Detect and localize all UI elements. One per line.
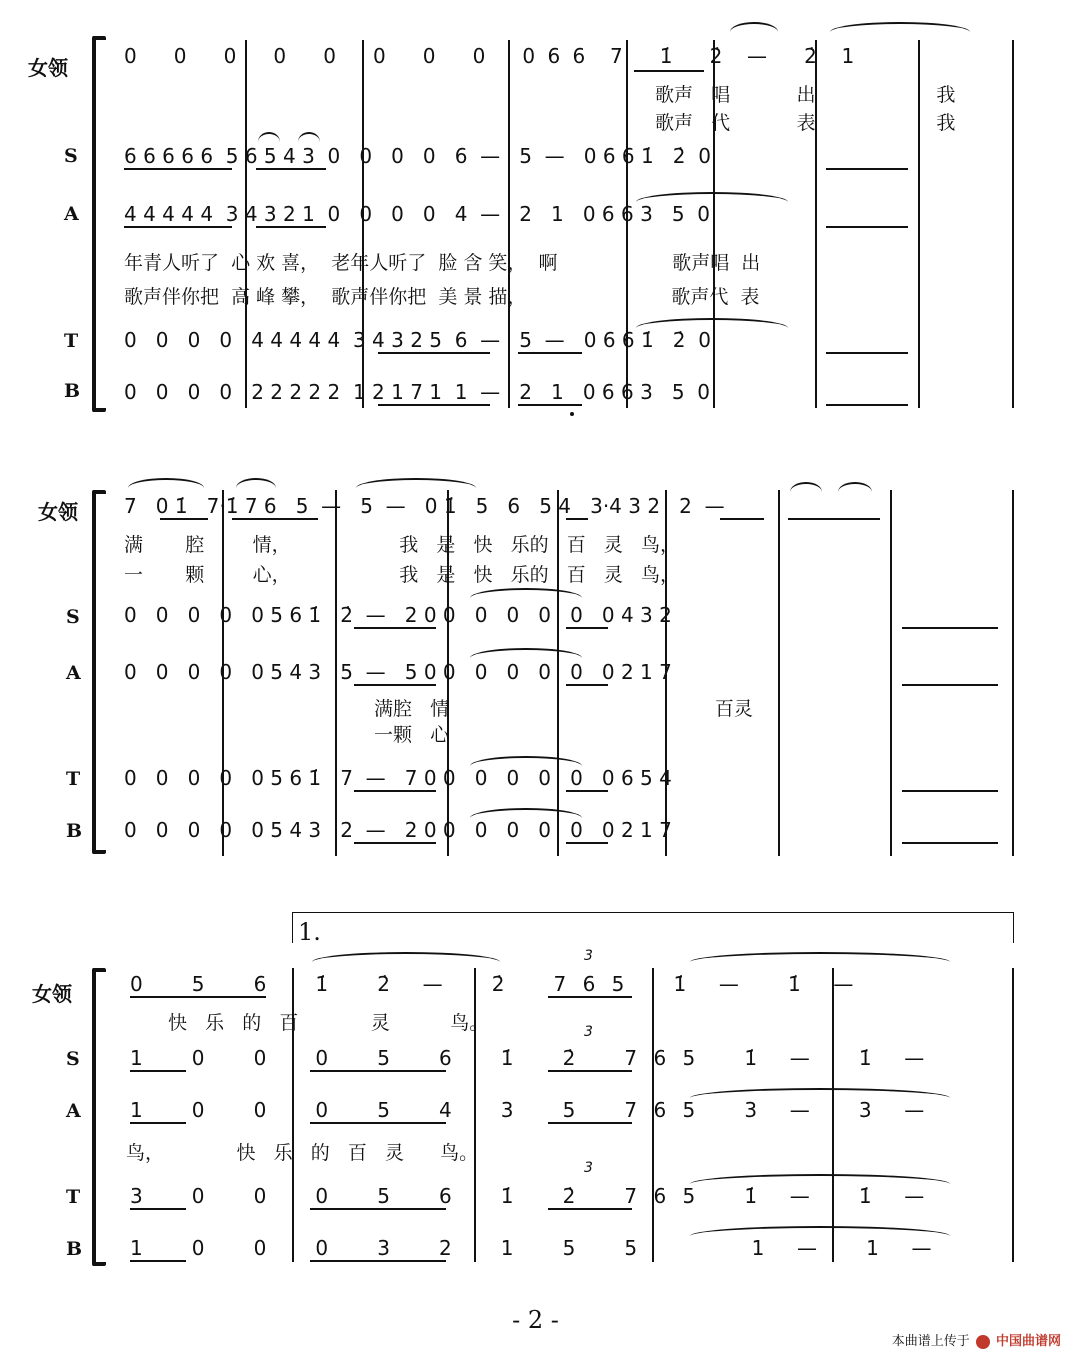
beam bbox=[826, 168, 908, 170]
beam bbox=[354, 842, 436, 844]
alto-notes: 1 0 0 0 5 4 3 5 7 6 5 3 — 3 — bbox=[130, 1098, 925, 1122]
slur bbox=[790, 482, 822, 492]
barline bbox=[1012, 490, 1014, 856]
beam bbox=[720, 518, 764, 520]
alto-lyric-1: 年青人听了 心 欢 喜， 老年人听了 脸 含 笑， 啊 歌声唱 出 bbox=[124, 252, 761, 274]
slur bbox=[298, 132, 320, 142]
beam bbox=[548, 1070, 632, 1072]
part-label-t: T bbox=[66, 1186, 81, 1208]
part-label-s: S bbox=[64, 145, 78, 167]
alto-lyric-1: 满腔 情 百灵 bbox=[374, 698, 753, 720]
part-label-lead: 女领 bbox=[32, 982, 72, 1006]
beam bbox=[902, 627, 998, 629]
beam bbox=[548, 1208, 632, 1210]
beam bbox=[130, 1070, 186, 1072]
slur bbox=[730, 22, 778, 32]
part-label-s: S bbox=[66, 606, 80, 628]
slur bbox=[312, 952, 500, 962]
triplet-mark: 3 bbox=[584, 1024, 593, 1040]
beam bbox=[566, 790, 608, 792]
beam bbox=[902, 684, 998, 686]
beam bbox=[826, 226, 908, 228]
bass-notes: 1 0 0 0 3 2 1 5 5 1 — 1 — bbox=[130, 1236, 932, 1260]
lead-lyric: 快 乐 的 百 灵 鸟。 bbox=[168, 1012, 489, 1034]
beam bbox=[826, 404, 908, 406]
lead-lyric-1: 满 腔 情， 我 是 快 乐的 百 灵 鸟， bbox=[124, 534, 680, 556]
octave-dot bbox=[570, 412, 574, 416]
part-label-b: B bbox=[66, 820, 83, 842]
beam bbox=[310, 1122, 446, 1124]
alto-lyric: 鸟， 快 乐 的 百 灵 鸟。 bbox=[126, 1142, 479, 1164]
part-label-lead: 女领 bbox=[28, 56, 68, 80]
beam bbox=[310, 1208, 446, 1210]
alto-lyric-2: 一颗 心 bbox=[374, 724, 450, 746]
tenor-notes: 0 0 0 0 4 4 4 4 4 3 4 3 2 5 6 — 5 — 0 6 6 1̇ 2̇ 0 bbox=[124, 328, 711, 352]
system-bracket bbox=[92, 490, 106, 854]
beam bbox=[902, 790, 998, 792]
slur bbox=[128, 478, 204, 488]
beam bbox=[130, 1122, 186, 1124]
beam bbox=[548, 1122, 632, 1124]
beam bbox=[124, 168, 232, 170]
barline bbox=[890, 490, 892, 856]
beam bbox=[130, 1260, 186, 1262]
beam bbox=[902, 842, 998, 844]
beam bbox=[256, 226, 326, 228]
barline bbox=[778, 490, 780, 856]
slur bbox=[636, 192, 788, 202]
beam bbox=[232, 518, 318, 520]
slur bbox=[838, 482, 872, 492]
beam bbox=[788, 518, 880, 520]
bass-notes: 0 0 0 0 0 5 4 3 2 — 2 0 0 0 0 0 0 0 2 1 7 bbox=[124, 818, 672, 842]
triplet-mark: 3 bbox=[584, 1160, 593, 1176]
part-label-s: S bbox=[66, 1048, 80, 1070]
barline bbox=[1012, 40, 1014, 408]
slur bbox=[830, 22, 970, 32]
beam bbox=[310, 1260, 446, 1262]
slur bbox=[690, 1226, 950, 1236]
beam bbox=[124, 226, 232, 228]
lead-notes: 0 0 0 0 0 0 0 0 0 6 6 7 1̇ 2̇ — 2̇ 1 bbox=[124, 44, 855, 68]
beam bbox=[566, 684, 608, 686]
part-label-lead: 女领 bbox=[38, 500, 78, 524]
alto-notes: 0 0 0 0 0 5 4 3 5 — 5 0 0 0 0 0 0 0 2 1 7 bbox=[124, 660, 672, 684]
part-label-t: T bbox=[64, 330, 79, 352]
alto-notes: 4 4 4 4 4 3 4 3 2 1 0 0 0 0 4 — 2 1 0 6 6 3 5 0 bbox=[124, 202, 711, 226]
part-label-b: B bbox=[64, 380, 81, 402]
beam bbox=[354, 790, 436, 792]
lead-notes: 0 5 6 1̇ 2̇ — 2̇ 7 6 5 1̇ — 1̇ — bbox=[130, 972, 854, 996]
beam bbox=[354, 684, 436, 686]
slur bbox=[236, 478, 276, 488]
tenor-notes: 3 0 0 0 5 6 1̇ 2̇ 7 6 5 1̇ — 1̇ — bbox=[130, 1184, 925, 1208]
beam bbox=[518, 404, 582, 406]
page-number: - 2 - bbox=[512, 1306, 559, 1334]
beam bbox=[160, 518, 208, 520]
beam bbox=[518, 352, 582, 354]
part-label-a: A bbox=[66, 1100, 81, 1122]
part-label-a: A bbox=[64, 203, 79, 225]
site-brand[interactable]: 中国曲谱网 bbox=[995, 1334, 1061, 1349]
volta-bracket bbox=[292, 912, 1014, 943]
slur bbox=[690, 952, 950, 962]
slur bbox=[470, 808, 582, 818]
part-label-a: A bbox=[66, 662, 81, 684]
part-label-b: B bbox=[66, 1238, 83, 1260]
slur bbox=[690, 1088, 950, 1098]
beam bbox=[310, 1070, 446, 1072]
beam bbox=[566, 842, 608, 844]
beam bbox=[378, 404, 490, 406]
volta-label: 1. bbox=[298, 918, 321, 946]
soprano-notes: 0 0 0 0 0 5 6 1̇ 2̇ — 2 0 0 0 0 0 0 0 4 3 2 bbox=[124, 603, 672, 627]
bass-notes: 0 0 0 0 2 2 2 2 2 1 2 1 7 1 1 — 2 1 0 6 6 3 5 0 bbox=[124, 380, 711, 404]
slur bbox=[470, 756, 582, 766]
beam bbox=[130, 996, 266, 998]
lead-lyric-1: 歌声 唱 出 我 bbox=[655, 84, 956, 106]
beam bbox=[566, 627, 608, 629]
slur bbox=[690, 1174, 950, 1184]
beam bbox=[634, 70, 704, 72]
lead-lyric-2: 歌声 代 表 我 bbox=[655, 112, 956, 134]
slur bbox=[470, 588, 582, 598]
slur bbox=[470, 648, 582, 658]
beam bbox=[354, 627, 436, 629]
beam bbox=[548, 996, 632, 998]
beam bbox=[130, 1208, 186, 1210]
site-logo-icon bbox=[976, 1335, 990, 1349]
system-bracket bbox=[92, 36, 106, 412]
soprano-notes: 1 0 0 0 5 6 1̇ 2̇ 7 6 5 1̇ — 1̇ — bbox=[130, 1046, 925, 1070]
beam bbox=[826, 352, 908, 354]
beam bbox=[566, 518, 588, 520]
triplet-mark: 3 bbox=[584, 948, 593, 964]
beam bbox=[256, 168, 326, 170]
tenor-notes: 0 0 0 0 0 5 6 1̇ 7 — 7 0 0 0 0 0 0 0 6 5 4 bbox=[124, 766, 672, 790]
beam bbox=[378, 352, 490, 354]
upload-credit bbox=[892, 1330, 1061, 1349]
system-bracket bbox=[92, 968, 106, 1266]
slur bbox=[258, 132, 280, 142]
barline bbox=[1012, 968, 1014, 1262]
lead-notes: 7 0 1̇ 7·1̇ 7 6 5 — 5 — 0 1̇ 5 6 5 4 3·4 3 2 2 — bbox=[124, 494, 725, 518]
part-label-t: T bbox=[66, 768, 81, 790]
lead-lyric-2: 一 颗 心， 我 是 快 乐的 百 灵 鸟， bbox=[124, 564, 680, 586]
upload-credit-text: 本曲谱上传于 bbox=[891, 1334, 970, 1349]
alto-lyric-2: 歌声伴你把 高 峰 攀， 歌声伴你把 美 景 描， 歌声代 表 bbox=[124, 286, 760, 308]
slur bbox=[356, 478, 476, 488]
soprano-notes: 6 6 6 6 6 5 6 5 4 3 0 0 0 0 6 — 5 — 0 6 6 1̇ 2̇ 0 bbox=[124, 144, 711, 168]
slur bbox=[636, 318, 788, 328]
